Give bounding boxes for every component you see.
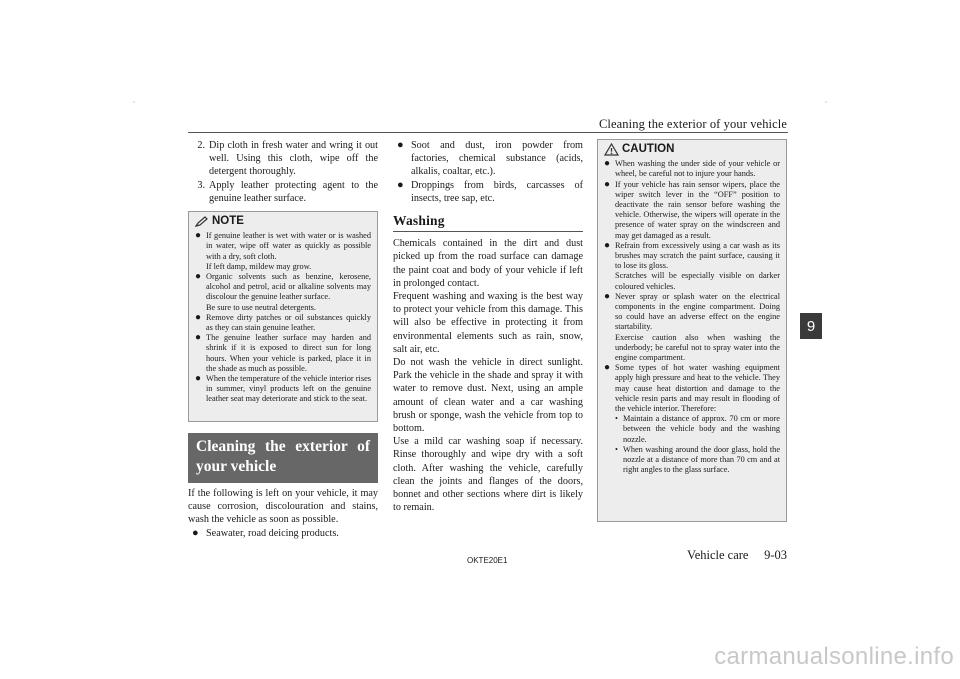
watermark: carmanualsonline.info xyxy=(714,643,954,670)
caution-subitem-text: Maintain a distance of approx. 70 cm or more between the vehicle body and the washing nozzle. xyxy=(623,414,780,444)
scan-dot xyxy=(825,101,827,103)
caution-box xyxy=(597,139,787,522)
note-item xyxy=(195,231,371,272)
intro-paragraph: If the following is left on your vehicle, it may cause corrosion, discolouration and stains, wash the vehicle as soon as possible. xyxy=(188,488,378,526)
paragraph: Frequent washing and waxing is the best way to protect your vehicle from this damage. This will also be effective in protecting it from environmental elements such as rain, snow, salt air, etc. xyxy=(393,291,583,355)
note-header xyxy=(195,215,371,228)
column-left xyxy=(188,139,378,540)
caution-item xyxy=(604,159,780,179)
note-title: NOTE xyxy=(212,215,244,228)
caution-item-text: Refrain from excessively using a car wash as its brushes may scratch the paint surface, causing it to lose its gloss. xyxy=(615,240,780,271)
list-item xyxy=(188,527,378,540)
caution-subitem-text: When washing around the door glass, hold the nozzle at a distance of more than 70 cm and at right angles to the glass surface. xyxy=(623,444,780,475)
caution-item xyxy=(604,180,780,241)
bullet-icon: ● xyxy=(604,290,611,302)
note-item xyxy=(195,333,371,374)
bullet-icon: ● xyxy=(195,332,202,344)
caution-item-extra: Scratches will be especially visible on darker coloured vehicles. xyxy=(615,271,780,291)
caution-item xyxy=(604,292,780,363)
caution-item xyxy=(604,363,780,414)
bullet-icon: ● xyxy=(195,230,202,242)
caution-subitem xyxy=(604,414,780,445)
washing-heading: Washing xyxy=(393,214,583,232)
sub-bullet-icon: • xyxy=(615,414,618,424)
caution-title: CAUTION xyxy=(622,143,675,155)
bullet-icon: ● xyxy=(397,178,404,191)
note-item-text: Remove dirty patches or oil substances quickly as they can stain genuine leather. xyxy=(206,312,371,333)
note-item-text: When the temperature of the vehicle interior rises in summer, vinyl products left on the genuine leather seat may deteriorate and stick to the seat. xyxy=(206,374,371,404)
step-text: Apply leather protecting agent to the genuine leather surface. xyxy=(209,179,378,204)
list-item-text: Soot and dust, iron powder from factories, chemical substance (acids, alkalis, coaltar, etc.). xyxy=(411,140,583,178)
bullet-icon: ● xyxy=(604,239,611,251)
paragraph: Do not wash the vehicle in direct sunlight. Park the vehicle in the shade and spray it with water to remove dust. Next, using an ample amount of clean water and a car washing brush or sponge, wash the vehicle from top to bottom. xyxy=(393,357,583,435)
header-rule xyxy=(188,132,788,133)
note-box xyxy=(188,211,378,422)
list-item xyxy=(393,179,583,205)
caution-item-text: If your vehicle has rain sensor wipers, place the wiper switch lever in the “OFF” position to deactivate the rain sensor before washing the vehicle. Otherwise, the wipers will operate in the presence of water spray on the windscreen and may get damaged as a result. xyxy=(615,179,780,240)
column-middle xyxy=(393,139,583,514)
footer-code: OKTE20E1 xyxy=(467,556,508,565)
bullet-icon: ● xyxy=(604,178,611,190)
bullet-icon: ● xyxy=(397,139,404,151)
note-item-text: If genuine leather is wet with water or is washed in water, wipe off water as quickly as possible with a dry, soft cloth. xyxy=(206,231,371,261)
caution-item-extra: Exercise caution also when washing the underbody; be careful not to spray water into the engine compartment. xyxy=(615,332,780,363)
caution-item xyxy=(604,241,780,292)
bullet-icon: ● xyxy=(192,526,199,539)
caution-header xyxy=(604,143,780,156)
step-item xyxy=(188,139,378,179)
note-item xyxy=(195,272,371,313)
step-number: 2. xyxy=(197,140,205,151)
caution-subitem xyxy=(604,445,780,476)
note-item-text: Organic solvents such as benzine, kerosene, alcohol and petrol, acid or alkaline solvents may discolour the genuine leather surface. xyxy=(206,272,371,302)
note-item xyxy=(195,313,371,333)
column-right xyxy=(597,139,787,522)
paragraph: Chemicals contained in the dirt and dust picked up from the road surface can damage the paint coat and body of your vehicle if left in prolonged contact. xyxy=(393,238,583,289)
chapter-tab[interactable]: 9 xyxy=(800,313,822,339)
step-text: Dip cloth in fresh water and wring it out well. Using this cloth, wipe off the detergent thoroughly. xyxy=(209,140,378,178)
footer-page-number: Vehicle care 9-03 xyxy=(687,548,787,562)
step-number: 3. xyxy=(197,179,205,191)
caution-item-text: Never spray or splash water on the electrical components in the engine compartment. Doing so could have an adverse effect on the engine startability. xyxy=(615,291,780,332)
bullet-icon: ● xyxy=(195,271,202,283)
list-item-text: Seawater, road deicing products. xyxy=(206,527,339,539)
caution-item-text: When washing the under side of your vehicle or wheel, be careful not to injure your hands. xyxy=(615,159,780,179)
list-item-text: Droppings from birds, carcasses of insects, tree sap, etc. xyxy=(411,179,583,204)
bullet-icon: ● xyxy=(604,362,611,374)
section-title-band: Cleaning the exterior of your vehicle xyxy=(188,433,378,483)
paragraph: Use a mild car washing soap if necessary. Rinse thoroughly and wipe dry with a soft cloth. After washing the vehicle, carefully clean the joints and flanges of the doors, bonnet and other sections where dirt is likely to remain. xyxy=(393,436,583,514)
note-item-extra: Be sure to use neutral detergents. xyxy=(206,302,316,312)
bullet-icon: ● xyxy=(195,373,202,385)
bullet-icon: ● xyxy=(195,311,202,323)
note-item xyxy=(195,374,371,405)
page-header-title: Cleaning the exterior of your vehicle xyxy=(598,117,787,131)
warning-triangle-icon xyxy=(604,143,619,156)
caution-item-text: Some types of hot water washing equipment apply high pressure and heat to the vehicle. They may cause heat distortion and damage to the vehicle resin parts and may result in flooding of the vehicle interior. Therefore: xyxy=(615,363,780,414)
pencil-icon xyxy=(195,216,209,227)
note-item-extra: If left damp, mildew may grow. xyxy=(206,261,312,271)
step-item xyxy=(188,179,378,205)
bullet-icon: ● xyxy=(604,158,611,170)
scan-dot xyxy=(133,101,135,103)
note-item-text: The genuine leather surface may harden and shrink if it is exposed to direct sun for long hours. When your vehicle is parked, place it in the shade as much as possible. xyxy=(206,333,371,373)
sub-bullet-icon: • xyxy=(615,444,618,454)
list-item xyxy=(393,139,583,179)
